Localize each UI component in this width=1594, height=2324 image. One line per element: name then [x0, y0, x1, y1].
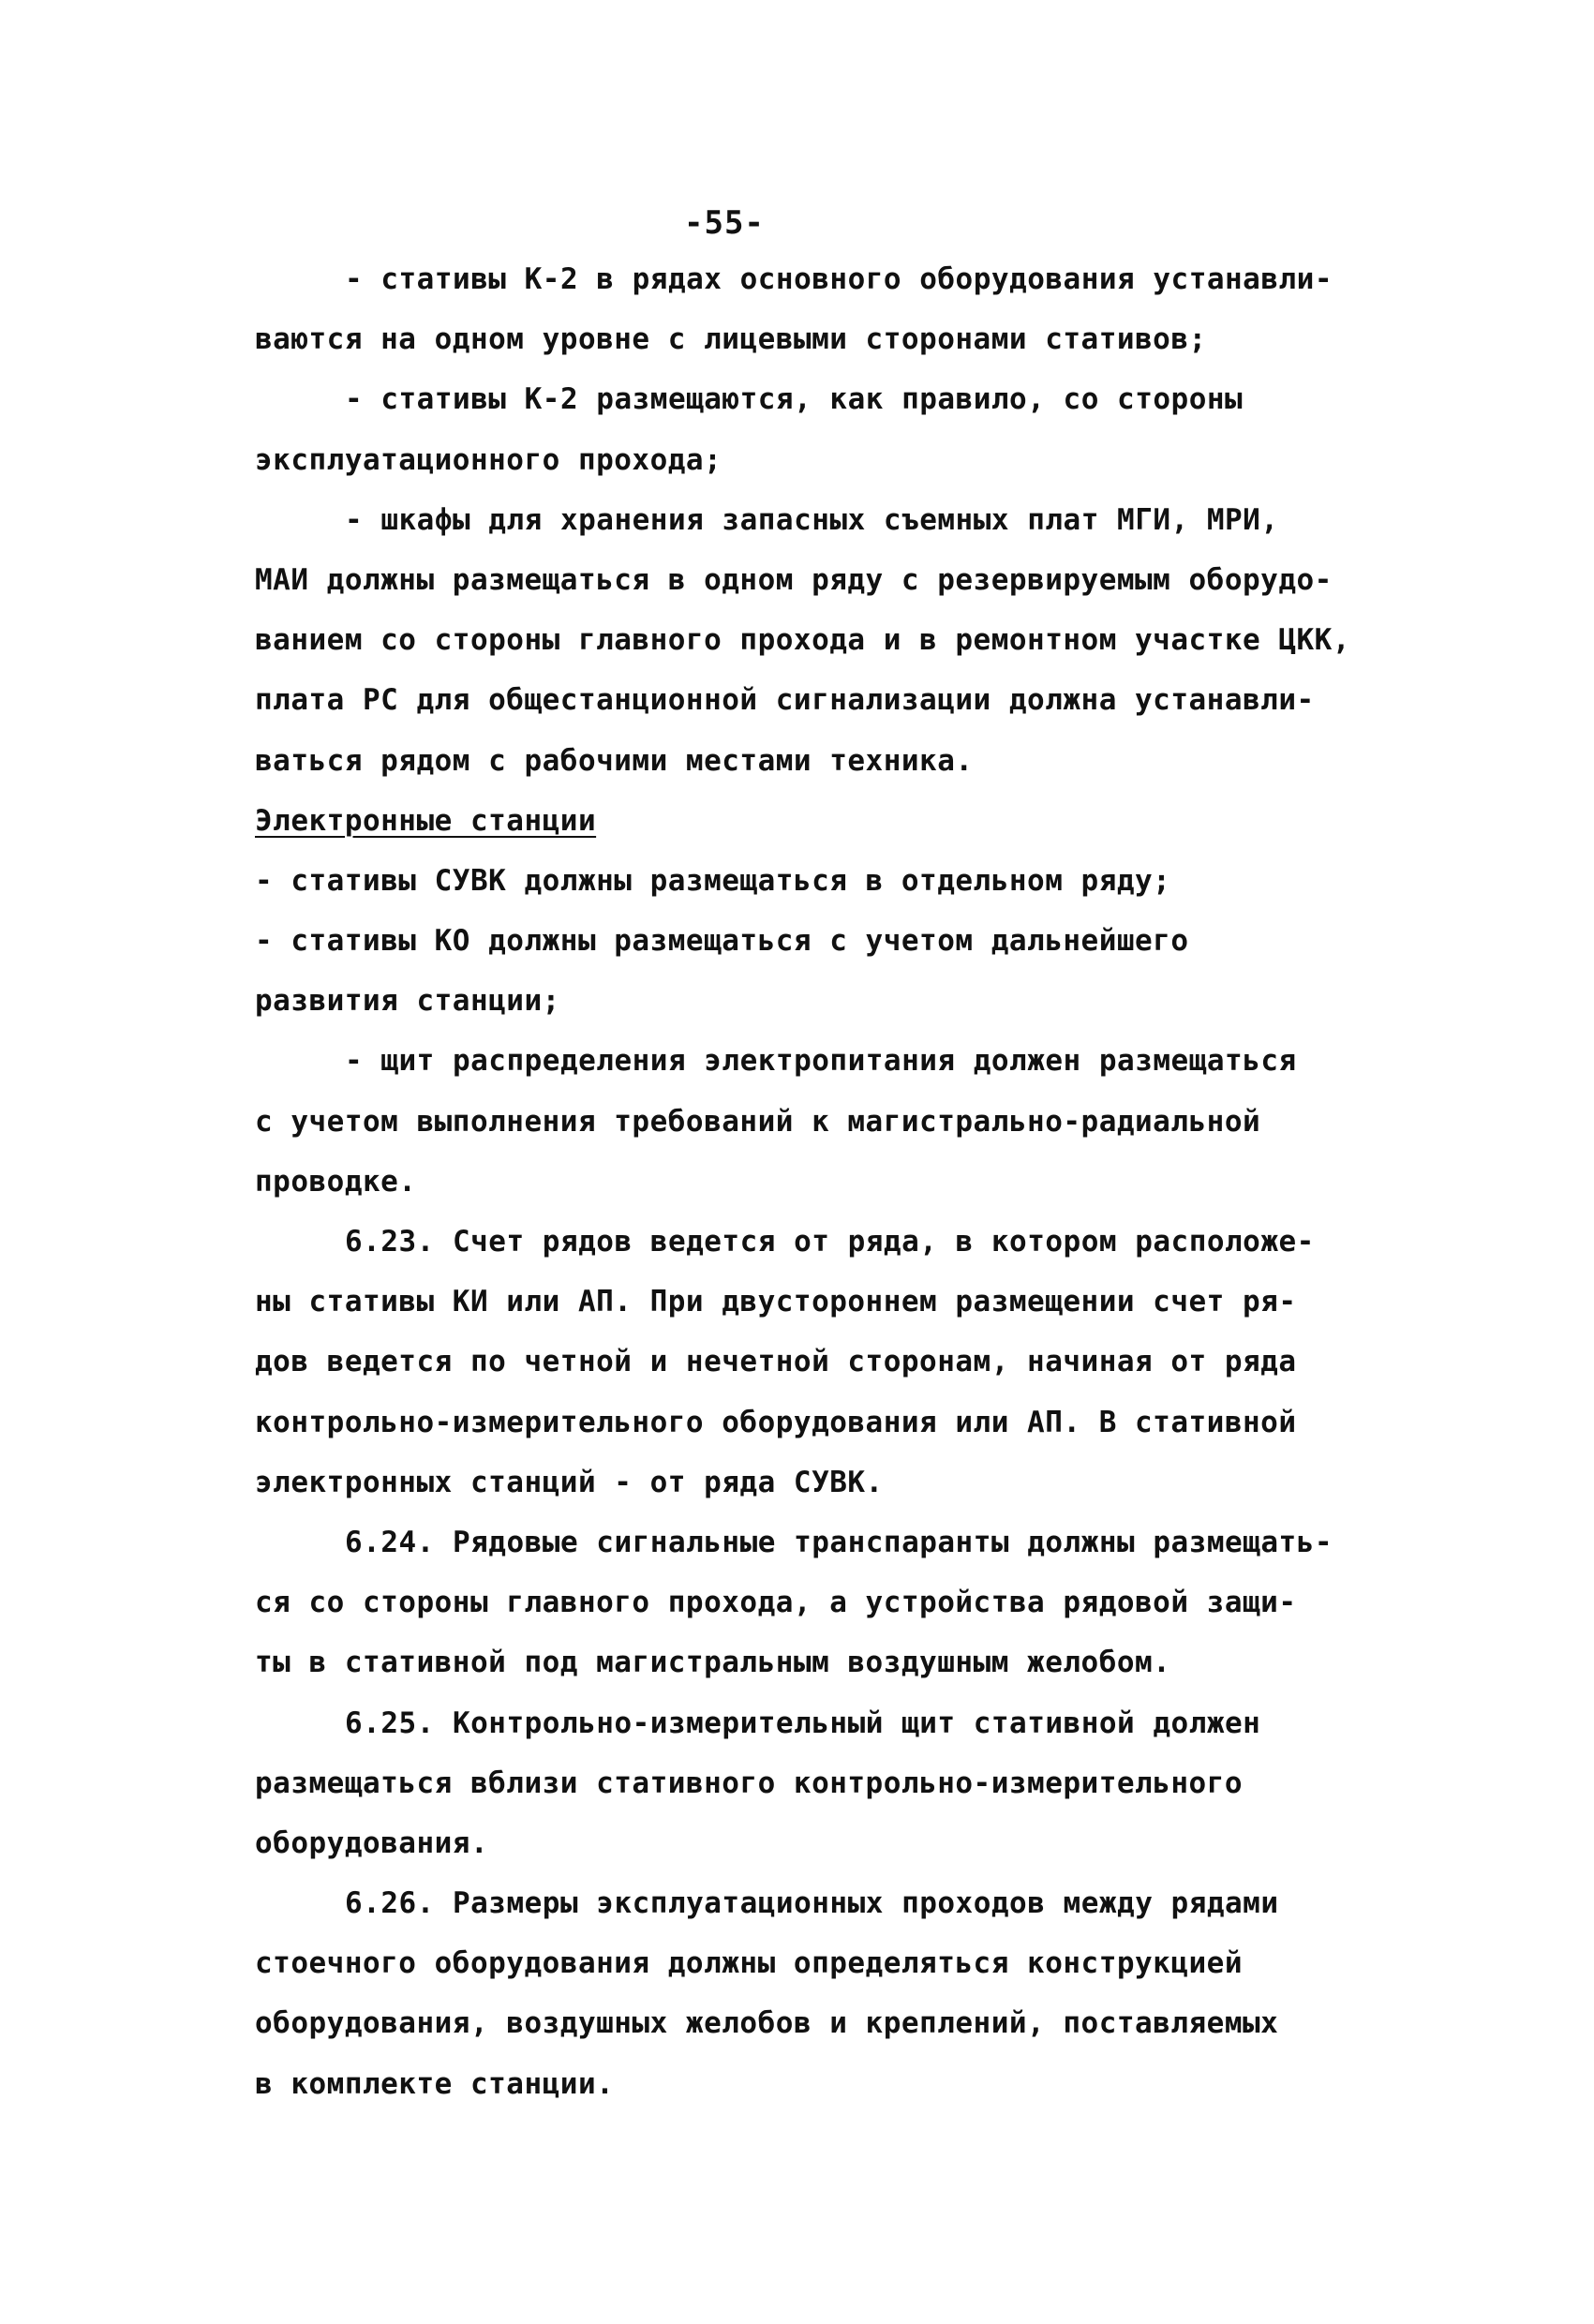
- text-line-content: 6.24. Рядовые сигнальные транспаранты должны размещать-: [345, 1525, 1333, 1559]
- text-line: [255, 550, 1361, 610]
- text-line-content: с учетом выполнения требований к магистрально-радиальной: [255, 1104, 1261, 1139]
- text-line-content: 6.25. Контрольно-измерительный щит стативной должен: [345, 1706, 1261, 1740]
- text-line-content: проводке.: [255, 1164, 417, 1199]
- text-line: [255, 1512, 1361, 1572]
- text-line-content: электронных станций - от ряда СУВК.: [255, 1465, 884, 1499]
- text-line: [255, 851, 1361, 911]
- text-line: [255, 1393, 1361, 1452]
- text-line: [255, 249, 1361, 309]
- text-line: [255, 1212, 1361, 1272]
- text-line: [255, 610, 1361, 670]
- text-line-content: 6.23. Счет рядов ведется от ряда, в котором расположе-: [345, 1225, 1315, 1259]
- text-line: [255, 2054, 1361, 2114]
- section-heading-text: Электронные станции: [255, 803, 597, 838]
- text-line: [255, 1332, 1361, 1392]
- text-line: [255, 1873, 1361, 1933]
- text-line-content: размещаться вблизи стативного контрольно-измерительного: [255, 1765, 1243, 1800]
- text-line: [255, 369, 1361, 429]
- text-line-content: ны стативы КИ или АП. При двустороннем размещении счет ря-: [255, 1285, 1297, 1319]
- text-line: [255, 1993, 1361, 2053]
- text-line: [255, 1152, 1361, 1212]
- text-line-content: ваются на одном уровне с лицевыми сторонами стативов;: [255, 322, 1207, 357]
- text-line: [255, 731, 1361, 791]
- text-line-content: плата РС для общестанционной сигнализации должна устанавли-: [255, 683, 1315, 718]
- text-line-content: 6.26. Размеры эксплуатационных проходов между рядами: [345, 1886, 1279, 1921]
- text-line-content: - щит распределения электропитания должен размещаться: [345, 1044, 1297, 1079]
- text-line: [255, 1572, 1361, 1632]
- text-line-content: - стативы К-2 в рядах основного оборудования устанавли-: [345, 262, 1333, 296]
- text-line: [255, 430, 1361, 490]
- text-line-content: ваться рядом с рабочими местами техника.: [255, 743, 974, 778]
- text-line: [255, 971, 1361, 1031]
- text-line: [255, 1753, 1361, 1813]
- text-line: [255, 1693, 1361, 1753]
- text-line: [255, 1933, 1361, 1993]
- text-line: [255, 1813, 1361, 1873]
- text-line: [255, 1272, 1361, 1332]
- text-line-content: дов ведется по четной и нечетной сторонам, начиная от ряда: [255, 1345, 1297, 1379]
- text-line: [255, 670, 1361, 730]
- section-heading: [255, 791, 1361, 851]
- text-line-content: ванием со стороны главного прохода и в ремонтном участке ЦКК,: [255, 623, 1350, 658]
- document-body: [255, 249, 1361, 2114]
- text-line-content: - стативы КО должны размещаться с учетом дальнейшего: [255, 924, 1189, 959]
- text-line: [255, 1092, 1361, 1152]
- text-line: [255, 1452, 1361, 1512]
- page-number: -55-: [684, 204, 765, 242]
- text-line-content: развития станции;: [255, 984, 560, 1019]
- text-line-content: оборудования, воздушных желобов и креплений, поставляемых: [255, 2006, 1279, 2041]
- text-line-content: - стативы К-2 размещаются, как правило, со стороны: [345, 382, 1244, 417]
- text-line: [255, 1031, 1361, 1091]
- text-line: [255, 309, 1361, 369]
- text-line-content: оборудования.: [255, 1825, 489, 1860]
- text-line-content: ты в стативной под магистральным воздушным желобом.: [255, 1646, 1171, 1680]
- text-line-content: - стативы СУВК должны размещаться в отдельном ряду;: [255, 863, 1171, 898]
- text-line-content: контрольно-измерительного оборудования или АП. В стативной: [255, 1405, 1297, 1439]
- text-line: [255, 911, 1361, 971]
- text-line-content: ся со стороны главного прохода, а устройства рядовой защи-: [255, 1586, 1297, 1620]
- text-line-content: эксплуатационного прохода;: [255, 442, 723, 477]
- text-line: [255, 1632, 1361, 1692]
- text-line-content: МАИ должны размещаться в одном ряду с резервируемым оборудо-: [255, 562, 1333, 597]
- text-line-content: - шкафы для хранения запасных съемных плат МГИ, МРИ,: [345, 502, 1279, 537]
- text-line: [255, 490, 1361, 550]
- text-line-content: стоечного оборудования должны определяться конструкцией: [255, 1946, 1243, 1981]
- text-line-content: в комплекте станции.: [255, 2066, 615, 2101]
